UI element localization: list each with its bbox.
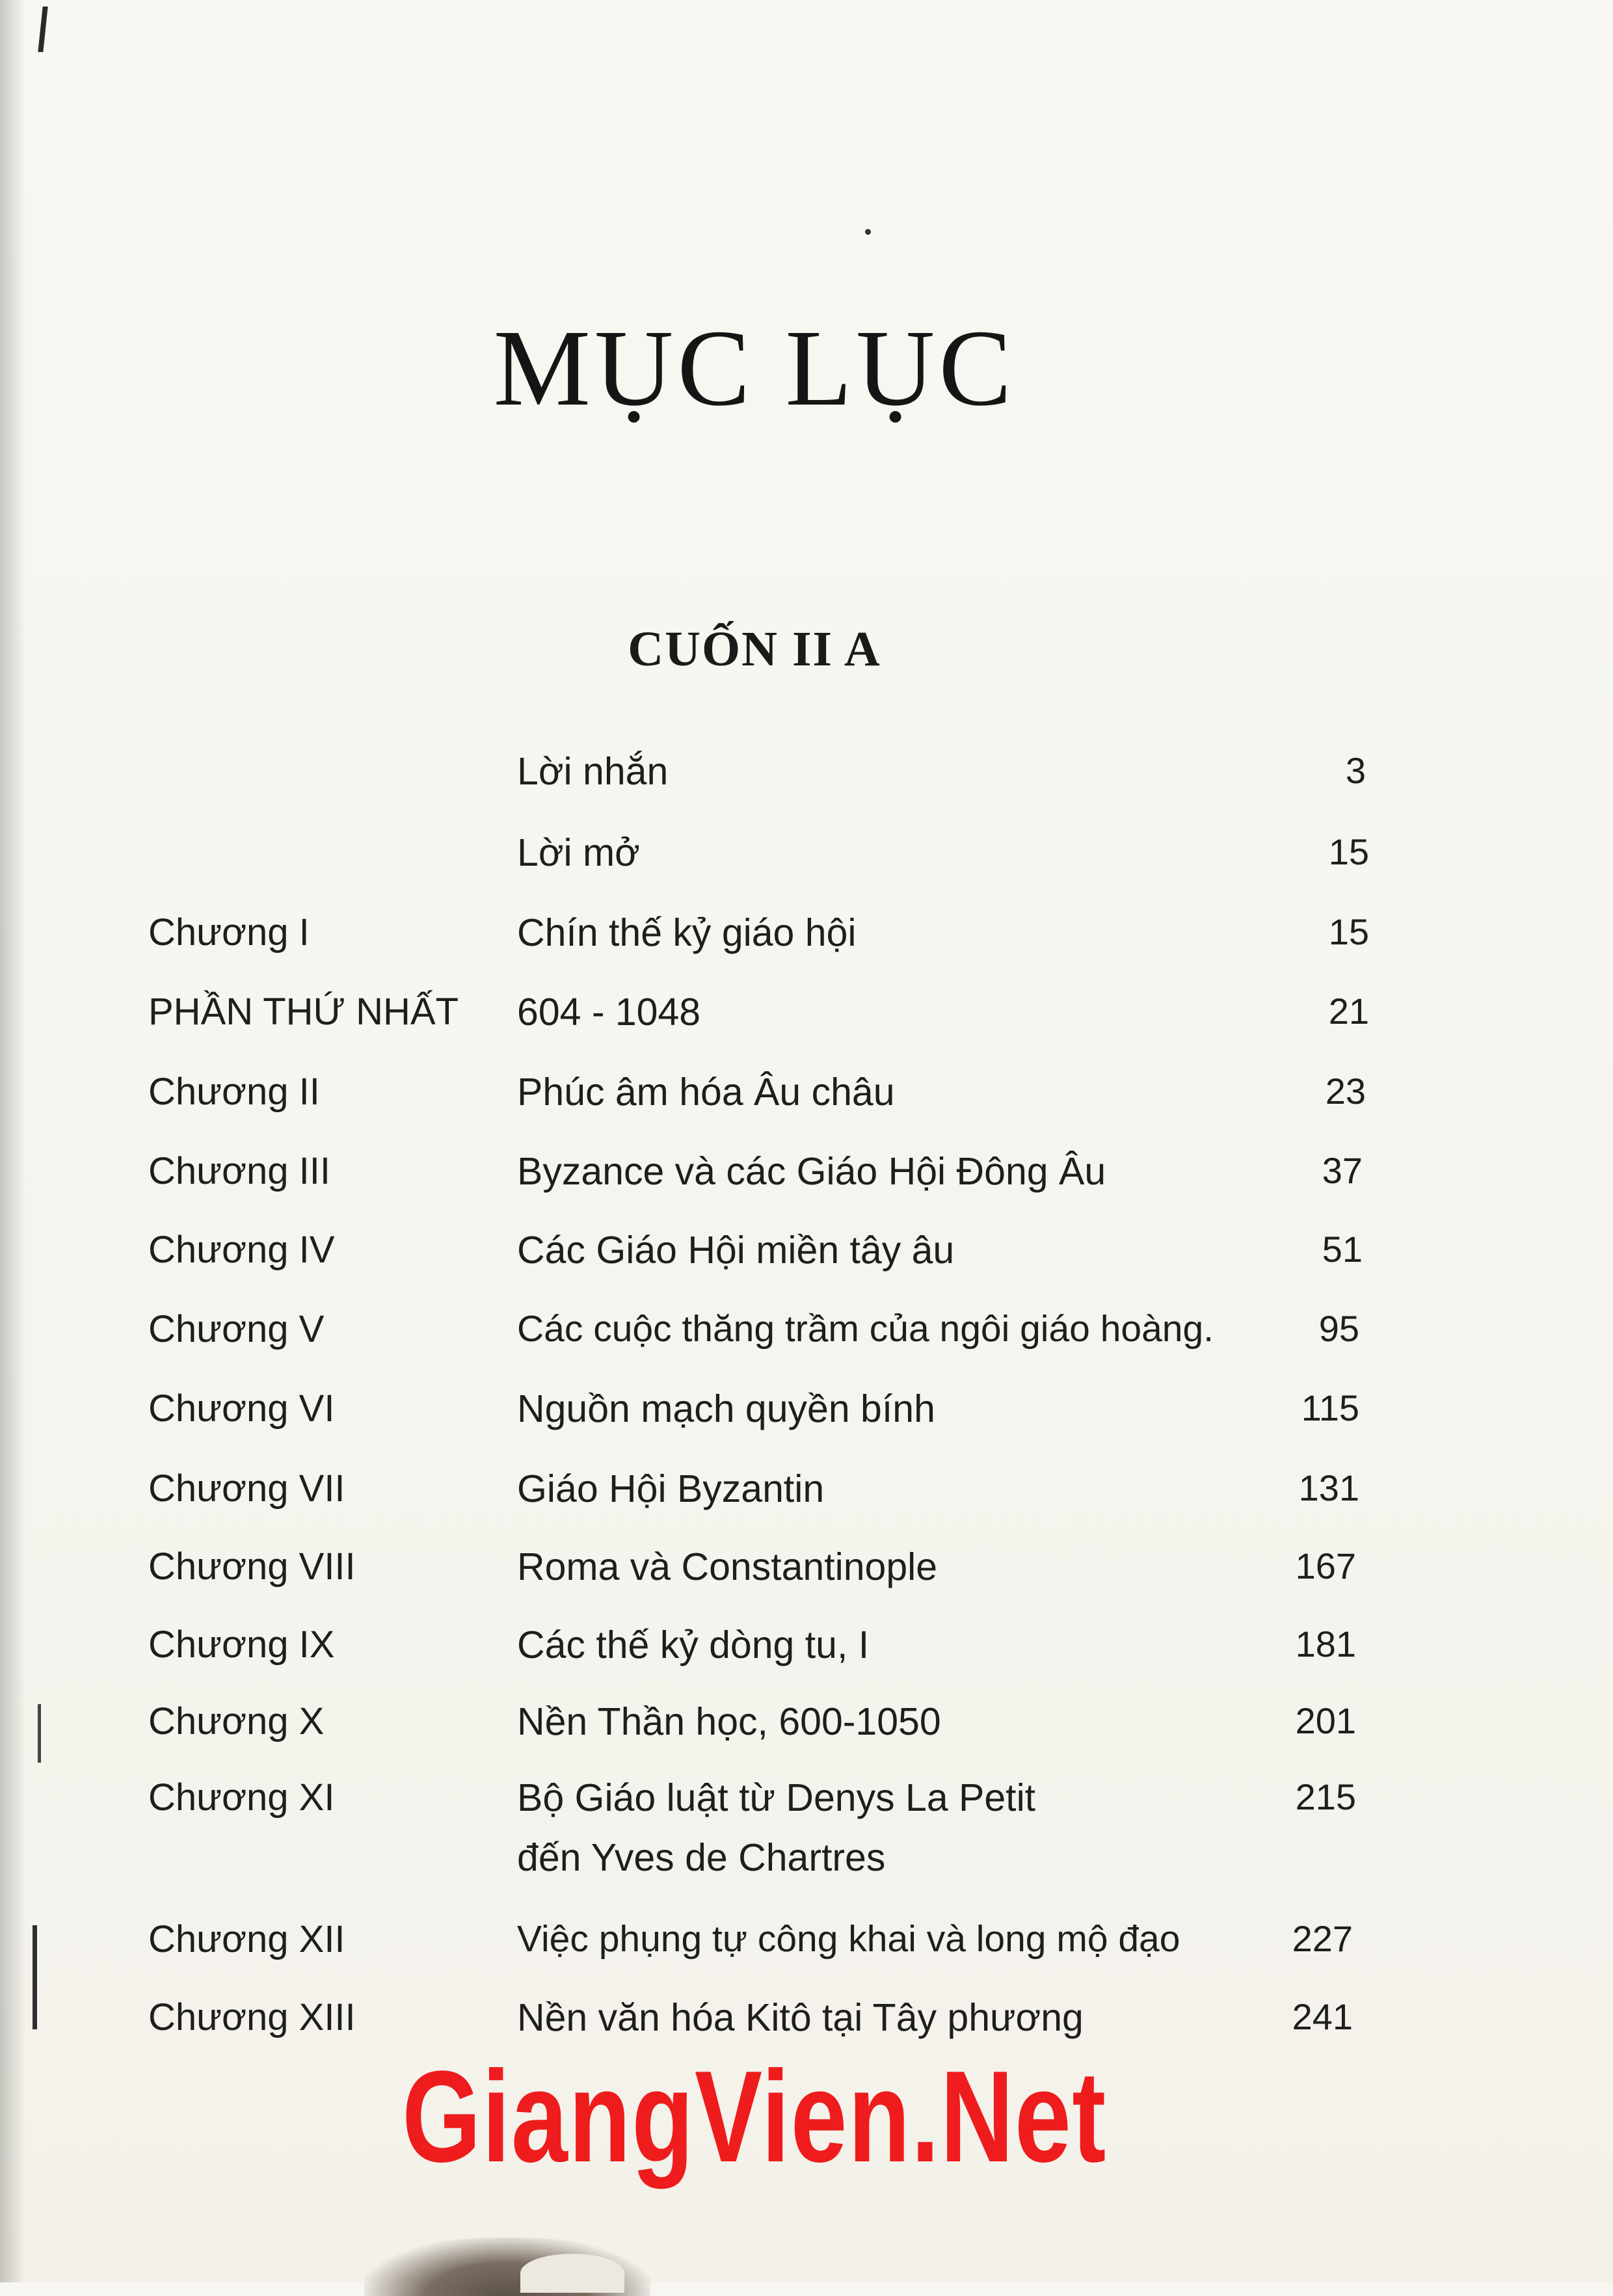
toc-page: 37 [1322, 1150, 1363, 1191]
toc-page: 167 [1295, 1545, 1356, 1586]
toc-page: 215 [1295, 1776, 1356, 1817]
toc-chapter: Chương IX [148, 1623, 335, 1666]
thumb-highlight [520, 2254, 624, 2293]
toc-chapter: Chương III [148, 1150, 330, 1192]
toc-page: 21 [1328, 991, 1369, 1032]
toc-title: Các Giáo Hội miền tây âu [517, 1229, 955, 1272]
volume-heading: CUỐN II A [628, 622, 881, 676]
toc-chapter: Chương XIII [148, 1996, 356, 2038]
toc-title: Nguồn mạch quyền bính [517, 1387, 935, 1430]
toc-chapter: Chương I [148, 911, 310, 954]
toc-title: Việc phụng tự công khai và long mộ đạo [517, 1918, 1180, 1960]
toc-row [0, 1623, 1613, 1675]
toc-row [0, 749, 1613, 801]
toc-row [0, 1387, 1613, 1439]
toc-title: Byzance và các Giáo Hội Đông Âu [517, 1150, 1106, 1193]
toc-title: Roma và Constantinople [517, 1545, 938, 1588]
toc-chapter: Chương IV [148, 1229, 335, 1271]
toc-row [0, 1228, 1613, 1280]
toc-chapter: Chương XI [148, 1776, 335, 1819]
toc-row [0, 1070, 1613, 1122]
toc-page: 95 [1318, 1308, 1359, 1349]
toc-title: Nền văn hóa Kitô tại Tây phương [517, 1996, 1084, 2039]
toc-chapter: Chương XII [148, 1918, 345, 1960]
toc-page: 23 [1325, 1071, 1366, 1112]
toc-row [0, 990, 1613, 1042]
toc-page: 51 [1322, 1229, 1363, 1270]
toc-row [0, 911, 1613, 963]
toc-chapter: PHẦN THỨ NHẤT [148, 991, 459, 1033]
toc-title: Giáo Hội Byzantin [517, 1467, 825, 1510]
toc-row [0, 1776, 1613, 1893]
toc-page: 3 [1345, 750, 1366, 791]
toc-page: 115 [1301, 1387, 1359, 1428]
toc-row [0, 1467, 1613, 1519]
watermark-text: GiangVien.Net [402, 2044, 1107, 2189]
toc-page: 227 [1292, 1918, 1353, 1959]
toc-title: Chín thế kỷ giáo hội [517, 911, 857, 954]
corner-mark [38, 7, 47, 52]
toc-page: 15 [1328, 911, 1369, 952]
toc-page: 241 [1292, 1996, 1353, 2037]
toc-title: Lời mở [517, 831, 640, 874]
toc-row [0, 1149, 1613, 1201]
toc-row [0, 1996, 1613, 2048]
toc-chapter: Chương VIII [148, 1545, 356, 1588]
toc-chapter: Chương V [148, 1308, 325, 1350]
toc-chapter: Chương X [148, 1700, 325, 1742]
toc-page: 201 [1295, 1700, 1356, 1741]
toc-row [0, 1700, 1613, 1752]
toc-row [0, 1545, 1613, 1597]
toc-title: 604 - 1048 [517, 991, 701, 1034]
toc-title: Bộ Giáo luật từ Denys La Petit [517, 1776, 1036, 1819]
toc-title: Phúc âm hóa Âu châu [517, 1071, 895, 1114]
toc-page: 131 [1298, 1467, 1359, 1508]
toc-page: 181 [1295, 1623, 1356, 1664]
toc-row [0, 1307, 1613, 1359]
toc-title: Các cuộc thăng trầm của ngôi giáo hoàng. [517, 1308, 1214, 1350]
toc-row [0, 831, 1613, 883]
toc-title: Lời nhắn [517, 750, 669, 793]
toc-chapter: Chương VII [148, 1467, 345, 1510]
toc-title: Các thế kỷ dòng tu, I [517, 1623, 870, 1666]
toc-title-continued: đến Yves de Chartres [517, 1836, 886, 1879]
speck [865, 229, 871, 235]
toc-chapter: Chương II [148, 1071, 320, 1113]
toc-page: 15 [1328, 831, 1369, 872]
toc-row [0, 1917, 1613, 1969]
toc-chapter: Chương VI [148, 1387, 335, 1430]
page-title: MỤC LỤC [493, 308, 1016, 429]
toc-title: Nền Thần học, 600-1050 [517, 1700, 941, 1743]
